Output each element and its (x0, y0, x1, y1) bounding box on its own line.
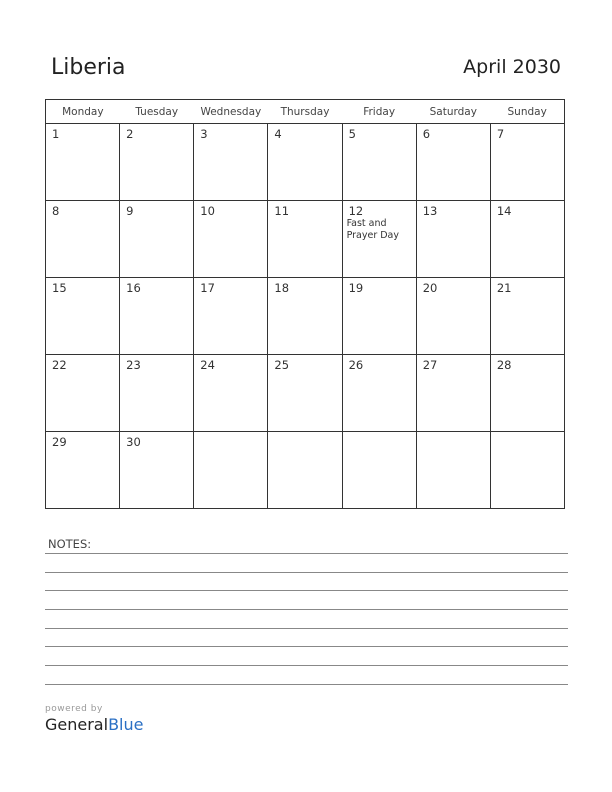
note-line (45, 572, 568, 573)
day-cell (490, 124, 564, 201)
day-number: 19 (348, 281, 364, 295)
day-number: 2 (126, 127, 134, 141)
note-line (45, 590, 568, 591)
day-cell (120, 124, 194, 201)
day-cell (342, 355, 416, 432)
day-number: 12 (348, 204, 364, 218)
day-cell (194, 201, 268, 278)
day-cell (490, 201, 564, 278)
brand-blue: Blue (108, 715, 144, 734)
day-cell (342, 124, 416, 201)
day-number: 18 (274, 281, 290, 295)
weekday-tuesday: Tuesday (120, 100, 194, 124)
day-cell (268, 124, 342, 201)
day-number: 15 (52, 281, 67, 295)
day-cell (194, 278, 268, 355)
note-line (45, 553, 568, 554)
week-row (46, 355, 565, 432)
weekday-monday: Monday (46, 100, 120, 124)
week-row (46, 124, 565, 201)
day-cell (342, 432, 416, 509)
note-line (45, 609, 568, 610)
day-number: 3 (200, 127, 208, 141)
day-cell (46, 201, 120, 278)
day-number: 22 (52, 358, 67, 372)
day-cell (194, 124, 268, 201)
month-title: April 2030 (463, 56, 561, 78)
day-number: 6 (422, 127, 431, 141)
day-cell (490, 355, 564, 432)
day-number: 5 (348, 127, 356, 141)
day-cell (46, 355, 120, 432)
week-row (46, 432, 565, 509)
day-cell (416, 278, 490, 355)
day-number: 9 (126, 204, 134, 218)
day-cell (46, 432, 120, 509)
notes-label: NOTES: (48, 537, 92, 551)
day-cell (194, 355, 268, 432)
country-title: Liberia (51, 55, 126, 80)
day-cell (120, 355, 194, 432)
day-cell (120, 278, 194, 355)
week-row (46, 201, 565, 278)
day-cell (490, 432, 564, 509)
day-number: 26 (348, 358, 364, 372)
note-line (45, 646, 568, 647)
note-line (45, 628, 568, 629)
weekday-thursday: Thursday (268, 100, 342, 124)
day-cell (194, 432, 268, 509)
brand-general: General (45, 715, 109, 734)
day-cell (120, 432, 194, 509)
day-number: 23 (126, 358, 141, 372)
day-number: 17 (200, 281, 215, 295)
day-number: 25 (274, 358, 290, 372)
day-cell (342, 201, 416, 278)
day-cell (490, 278, 564, 355)
day-cell (46, 124, 120, 201)
brand-logo (45, 704, 143, 734)
day-cell (46, 278, 120, 355)
day-number: 29 (52, 435, 67, 449)
day-cell (268, 278, 342, 355)
weekday-header-row (46, 100, 565, 124)
day-cell (416, 201, 490, 278)
powered-by-text: powered by (45, 704, 103, 714)
day-cell (268, 201, 342, 278)
weekday-saturday: Saturday (416, 100, 490, 124)
day-number: 10 (200, 204, 215, 218)
note-line (45, 684, 568, 685)
week-row (46, 278, 565, 355)
day-number: 28 (496, 358, 512, 372)
day-cell (416, 124, 490, 201)
day-cell (268, 355, 342, 432)
day-number: 4 (274, 127, 282, 141)
day-cell (120, 201, 194, 278)
day-cell (342, 278, 416, 355)
day-number: 7 (496, 127, 505, 141)
weekday-friday: Friday (342, 100, 416, 124)
day-number: 11 (274, 204, 290, 218)
day-number: 21 (496, 281, 512, 295)
day-cell (268, 432, 342, 509)
calendar-grid (45, 99, 565, 509)
holiday-label: Fast and Prayer Day (346, 218, 400, 241)
brand-name (45, 715, 143, 734)
note-line (45, 665, 568, 666)
day-number: 1 (52, 127, 60, 141)
weekday-sunday: Sunday (490, 100, 564, 124)
day-number: 24 (200, 358, 215, 372)
day-number: 14 (496, 204, 512, 218)
day-number: 8 (52, 204, 60, 218)
day-number: 27 (422, 358, 438, 372)
day-cell (416, 432, 490, 509)
weekday-wednesday: Wednesday (194, 100, 268, 124)
day-number: 30 (126, 435, 141, 449)
day-number: 16 (126, 281, 141, 295)
day-number: 13 (422, 204, 438, 218)
day-number: 20 (422, 281, 438, 295)
day-cell (416, 355, 490, 432)
